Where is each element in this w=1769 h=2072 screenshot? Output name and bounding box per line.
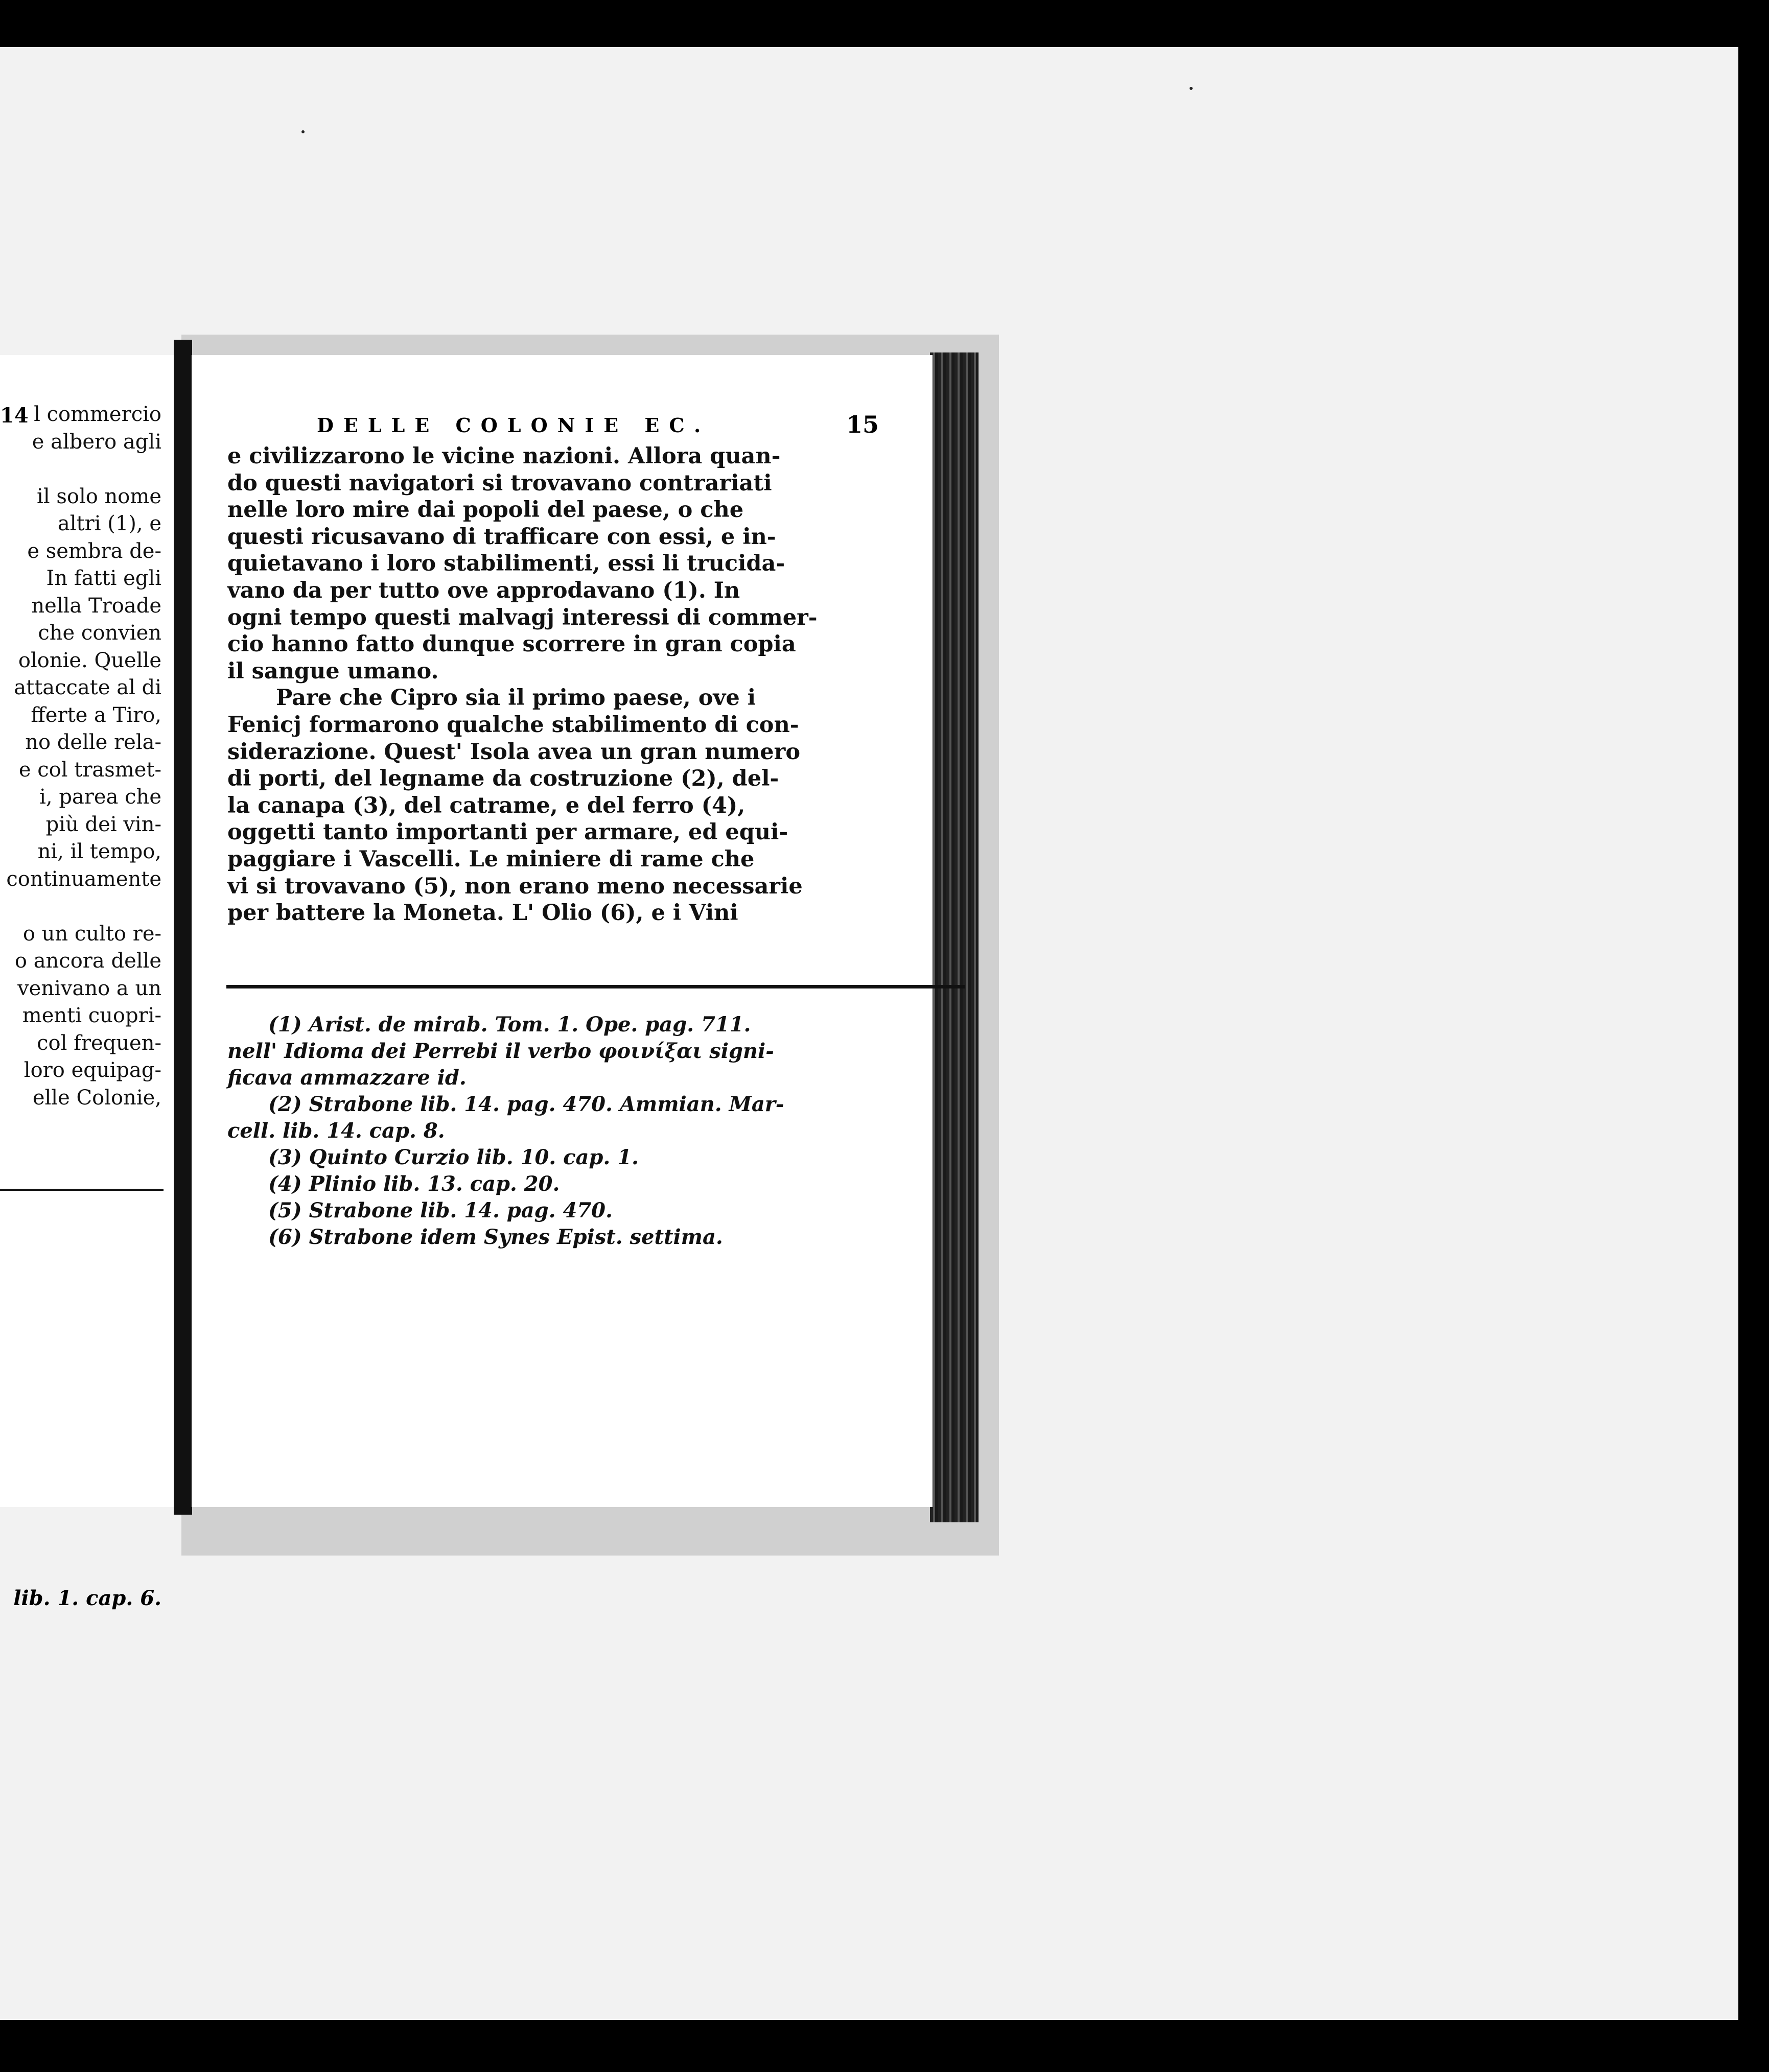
left-text-line [6, 456, 161, 483]
text-line: vi si trovavano (5), non erano meno necessarie [227, 873, 803, 899]
footnote-line: nell' Idioma dei Perrebi il verbo φοινίξαι signi- [227, 1039, 774, 1063]
text-line: paggiare i Vascelli. Le miniere di rame che [227, 846, 755, 872]
book-gutter [174, 340, 192, 1515]
footnote-rule [226, 985, 965, 988]
text-line: Fenicj formarono qualche stabilimento di con- [227, 712, 799, 738]
text-line: oggetti tanto importanti per armare, ed equi- [227, 819, 788, 845]
text-line: vano da per tutto ove approdavano (1). In [227, 577, 740, 603]
left-page-header: 14 [0, 404, 29, 428]
left-footnote-rule [0, 1189, 164, 1191]
left-text-line: ni, il tempo, [37, 840, 161, 863]
text-line: di porti, del legname da costruzione (2), del- [227, 766, 779, 792]
right-page [192, 355, 933, 1507]
text-line: questi ricusavano di trafficare con essi, e in- [227, 524, 776, 550]
left-text-line [6, 893, 161, 921]
body-text [227, 443, 963, 927]
text-line: ogni tempo questi malvagj interessi di commer- [227, 604, 818, 630]
left-text-line: e col trasmet- [18, 758, 161, 782]
text-line: Pare che Cipro sia il primo paese, ove i [276, 685, 756, 711]
text-line: la canapa (3), del catrame, e del ferro (4), [227, 792, 746, 818]
footnote-line: ficava ammazzare id. [227, 1066, 467, 1090]
dust-speck [1190, 87, 1193, 90]
footnote-line: (5) Strabone lib. 14. pag. 470. [268, 1198, 613, 1222]
text-line: e civilizzarono le vicine nazioni. Allora quan- [227, 443, 781, 469]
text-line: per battere la Moneta. L' Olio (6), e i Vini [227, 900, 738, 926]
left-text-line: e albero agli [32, 430, 161, 454]
left-text-line: venivano a un [17, 976, 161, 1000]
left-page [0, 355, 174, 1610]
text-line: siderazione. Quest' Isola avea un gran numero [227, 739, 801, 765]
left-text-line: fferte a Tiro, [31, 703, 161, 727]
left-text-line: i, parea che [39, 785, 161, 809]
left-text-line: nella Troade [31, 594, 161, 618]
left-text-line: che convien [38, 621, 161, 645]
footnote-line: (6) Strabone idem Synes Epist. settima. [268, 1225, 723, 1249]
running-head [317, 411, 879, 439]
left-text-line: In fatti egli [46, 567, 161, 590]
left-text-line: il solo nome [37, 484, 161, 508]
footnotes [227, 1011, 963, 1251]
text-line: do questi navigatori si trovavano contrariati [227, 470, 772, 496]
left-text-line: l commercio [34, 403, 161, 426]
left-page-footnote: lib. 1. cap. 6. [13, 1586, 161, 1610]
text-line: quietavano i loro stabilimenti, essi li trucida- [227, 551, 785, 577]
left-text-line: olonie. Quelle [18, 648, 161, 672]
dust-speck [301, 130, 305, 133]
running-title: DELLE COLONIE EC. [317, 414, 711, 437]
left-text-line: menti cuopri- [22, 1004, 161, 1027]
left-text-line: o un culto re- [22, 922, 161, 946]
footnote-line: (2) Strabone lib. 14. pag. 470. Ammian. Mar- [268, 1092, 784, 1116]
left-text-line: elle Colonie, [32, 1086, 161, 1110]
footnote-line: (4) Plinio lib. 13. cap. 20. [268, 1172, 560, 1196]
text-line: nelle loro mire dai popoli del paese, o che [227, 497, 744, 523]
footnote-line: (1) Arist. de mirab. Tom. 1. Ope. pag. 711. [268, 1013, 751, 1037]
footnote-line: (3) Quinto Curzio lib. 10. cap. 1. [268, 1145, 639, 1169]
left-text-line: col frequen- [37, 1031, 161, 1055]
text-line: cio hanno fatto dunque scorrere in gran copia [227, 631, 796, 657]
left-text-line: continuamente [6, 867, 161, 891]
text-line: il sangue umano. [227, 658, 439, 684]
left-text-line: no delle rela- [25, 731, 161, 754]
left-text-line: e sembra de- [27, 539, 161, 563]
footnote-line: cell. lib. 14. cap. 8. [227, 1119, 445, 1143]
left-text-line: loro equipag- [24, 1058, 161, 1082]
left-text-line: o ancora delle [14, 949, 161, 973]
left-text-line: altri (1), e [57, 512, 161, 535]
left-text-line: attaccate al di [14, 676, 161, 699]
left-page-text [6, 401, 161, 1112]
page-number: 15 [846, 411, 879, 438]
left-text-line: più dei vin- [45, 812, 161, 836]
